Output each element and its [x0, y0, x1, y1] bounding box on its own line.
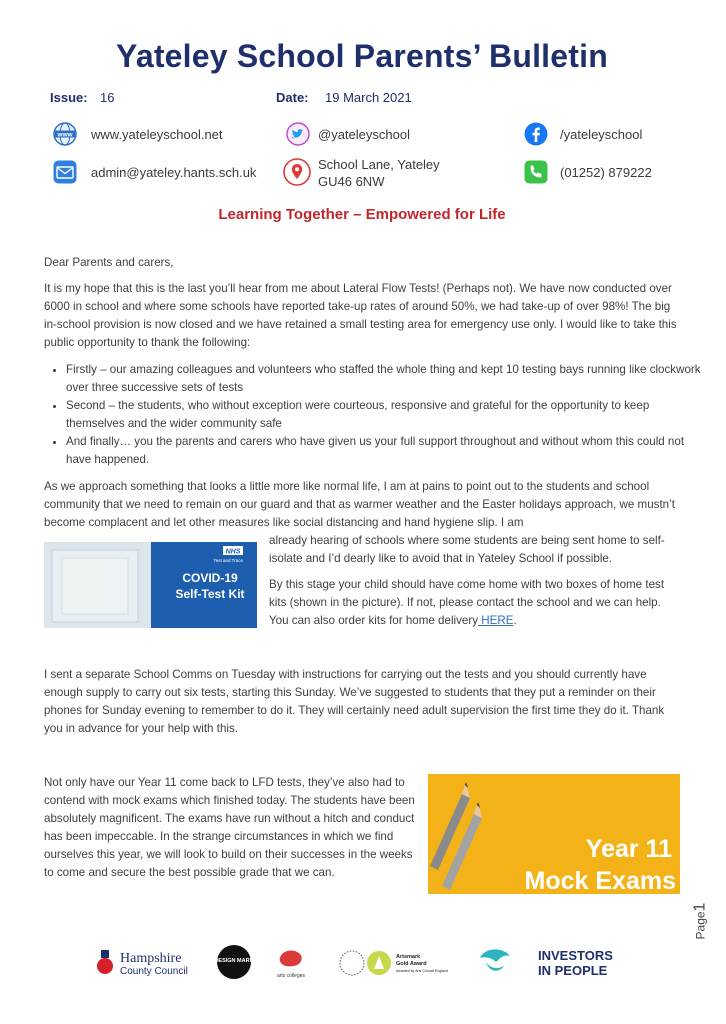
investors-text-1: INVESTORS [538, 948, 613, 963]
page-number [686, 900, 726, 940]
paragraph-1: It is my hope that this is the last you’ll hear from me about Lateral Flow Tests! (Perhaps not). We have now conducted over 6000 in school and where some schools have reported take-up rates of around 50%, we had take-up of over 98%! The big in-school provision is now closed and we have retained a small testing area for emergency use only. I would like to take this public opportunity to thank the following: [44, 282, 677, 349]
investors-text-2: IN PEOPLE [538, 963, 608, 978]
page-value: 1 [691, 902, 709, 912]
nhs-sub-text: Test and Trace [213, 558, 243, 563]
twitter-handle[interactable]: @yateleyschool [318, 127, 410, 142]
design-mark-text: DESIGN MARK [214, 958, 254, 964]
artsmark-text-2: Gold Award [396, 961, 427, 967]
list-item: • Firstly – our amazing colleagues and volunteers who staffed the whole thing and kept 10 testing bays running like clockwork over three successive sets of tests [66, 361, 702, 397]
page-title: Yateley School Parents’ Bulletin [116, 38, 608, 74]
covid-test-kit-image [44, 542, 257, 628]
paragraph-2-wrap: already hearing of schools where some students are being sent home to self-isolate and I’d dearly like to avoid that in Yateley School if possible. [269, 534, 665, 565]
order-kits-link[interactable]: HERE [478, 614, 514, 627]
hampshire-text-1: Hampshire [120, 951, 182, 966]
artsmark-text-3: Awarded by Arts Council England [396, 969, 448, 973]
globe-icon [53, 122, 77, 146]
hampshire-logo [94, 944, 204, 980]
email-address[interactable]: admin@yateley.hants.sch.uk [91, 165, 257, 180]
website-link[interactable]: www.yateleyschool.net [91, 127, 223, 142]
covid-line-1: COVID-19 [182, 571, 238, 585]
paragraph-3-text: By this stage your child should have come home with two boxes of home test kits (shown in the picture). If not, please contact the school and we can help. You can also order kits for home delivery [269, 578, 665, 627]
twitter-icon [286, 122, 310, 146]
phone-icon [524, 160, 548, 184]
paragraph-5: Not only have our Year 11 come back to LFD tests, they’ve also had to contend with mock exams which finished today. The students have been absolutely magnificent. The exams have run without a hitch and conduct has been impeccable. In the strange circumstances in which we find ourselves this year, we will look to build on their successes in the weeks to come and secure the best possible grade that we can. [44, 776, 415, 879]
paragraph-4: I sent a separate School Comms on Tuesday with instructions for carrying out the tests and you should currently have enough supply to carry out six tests, starting this Sunday. We’ve suggested to students that they put a reminder on their phones for Sunday evening to remember to do it. They will certainly need adult supervision the first time they do it. Thank you in advance for your help with this. [44, 668, 665, 735]
arts-colleges-logo [274, 944, 308, 980]
paragraph-3 [269, 576, 680, 630]
nhs-logo-text: NHS [225, 548, 241, 556]
date-label: Date: [276, 90, 309, 105]
www-icon-text: www [57, 131, 73, 139]
issue-label: Issue: [50, 90, 88, 105]
design-mark-logo [216, 944, 252, 980]
mail-icon [53, 160, 77, 184]
page-label: Page [693, 911, 708, 940]
investors-in-people-logo [538, 946, 622, 980]
artsmark-logo [338, 946, 448, 980]
issue-value: 16 [100, 90, 115, 105]
mock-line-1: Year 11 [585, 835, 672, 863]
salutation: Dear Parents and carers, [44, 256, 174, 269]
list-item: • And finally… you the parents and carers who have given us your full support throughout and without whom this could not have happened. [66, 433, 702, 469]
paragraph-2: As we approach something that looks a little more like normal life, I am at pains to point out to the students and school community that we need to remain on our guard and that as warmer weather and the Easter holidays approach, we mustn’t become complacent and let other measures like social distancing and hand hygiene slip. I am [44, 480, 675, 529]
covid-line-2: Self-Test Kit [175, 587, 245, 601]
school-tagline: Learning Together – Empowered for Life [218, 206, 506, 223]
school-address: School Lane, Yateley GU46 6NW [318, 157, 440, 189]
thanks-list [44, 361, 702, 469]
facebook-handle[interactable]: /yateleyschool [560, 127, 643, 142]
global-learning-logo [476, 944, 514, 980]
mock-exams-image [428, 774, 680, 894]
facebook-icon [524, 122, 548, 146]
phone-number[interactable]: (01252) 879222 [560, 165, 652, 180]
paragraph-3-end: . [513, 614, 517, 627]
mock-line-2: Mock Exams [524, 867, 676, 895]
list-item: • Second – the students, who without exception were courteous, responsive and grateful for the opportunity to keep themselves and the wider community safe [66, 397, 702, 433]
artsmark-text-1: Artsmark [396, 954, 421, 960]
location-pin-icon [283, 158, 311, 186]
date-value: 19 March 2021 [325, 90, 412, 105]
hampshire-text-2: County Council [120, 966, 188, 977]
arts-colleges-text: arts colleges [276, 973, 306, 979]
